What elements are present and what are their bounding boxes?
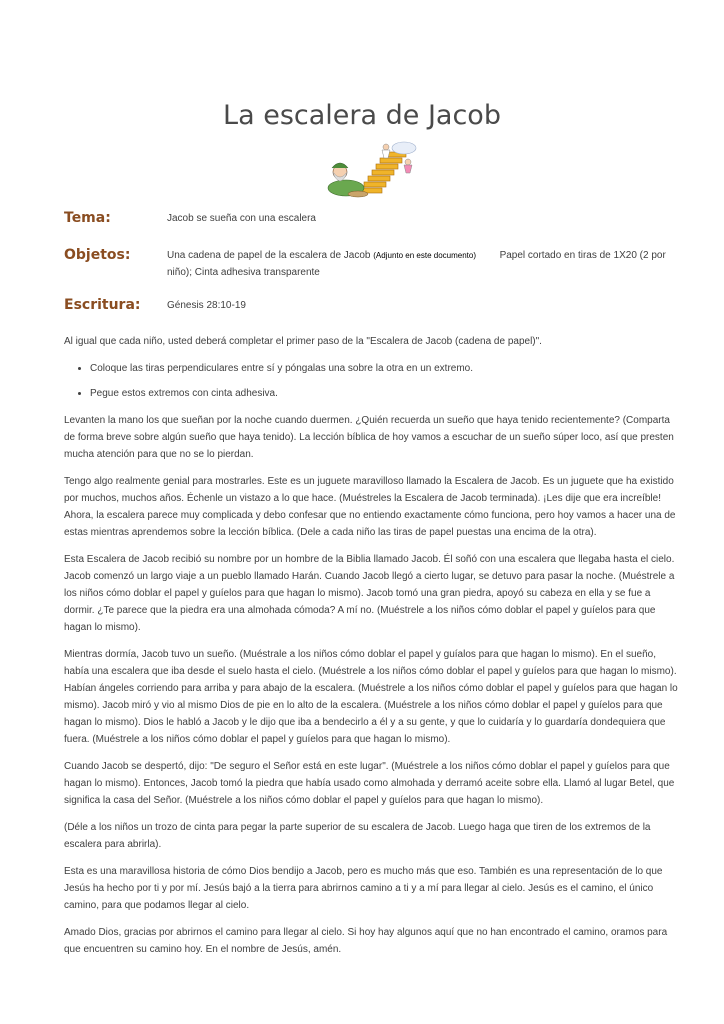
objetos-note: (Adjunto en este documento) xyxy=(373,251,476,260)
paragraph: Cuando Jacob se despertó, dijo: "De seguro el Señor está en este lugar". (Muéstrele a los niños cómo doblar el papel y guíelos para que hagan lo mismo). Entonces, Jacob tomó la piedra que había usado como almohada y derramó aceite sobre ella. Llamó al lugar Betel, que significa la casa del Señor. (Muéstrele a los niños cómo doblar el papel y guíelos para que hagan lo mismo). xyxy=(64,761,675,806)
intro-paragraph: Al igual que cada niño, usted deberá completar el primer paso de la "Escalera de Jacob (cadena de papel)". xyxy=(64,336,542,347)
paragraph: Levanten la mano los que sueñan por la noche cuando duermen. ¿Quién recuerda un sueño que haya tenido recientemente? (Comparta de forma breve sobre algún sueño que haya tenido). La lección bíblica de hoy vamos a escuchar de un sueño súper loco, así que presten mucha atención para que no se lo pierdan. xyxy=(64,415,674,460)
escritura-label: Escritura: xyxy=(64,297,141,313)
paragraph: (Déle a los niños un trozo de cinta para pegar la parte superior de su escalera de Jacob. Luego haga que tiren de los extremos de la escalera para abrirla). xyxy=(64,822,651,850)
instruction-list xyxy=(64,360,682,402)
jacob-ladder-illustration xyxy=(324,138,420,200)
paragraph: Amado Dios, gracias por abrirnos el camino para llegar al cielo. Si hoy hay algunos aquí que no han encontrado el camino, oramos para que encuentren su camino hoy. En el nombre de Jesús, amén. xyxy=(64,927,668,955)
tema-label: Tema: xyxy=(64,210,111,226)
objetos-label: Objetos: xyxy=(64,247,131,263)
list-item: • Pegue estos extremos con cinta adhesiva. xyxy=(90,385,682,402)
objetos-value xyxy=(167,247,687,281)
objetos-value-a: Una cadena de papel de la escalera de Jacob xyxy=(167,250,371,261)
paragraph: Esta es una maravillosa historia de cómo Dios bendijo a Jacob, pero es mucho más que eso. También es una representación de lo que Jesús ha hecho por ti y por mí. Jesús bajó a la tierra para abrirnos camino a ti y a mí para llegar al cielo. Jesús es el camino, el único camino, para que podamos llegar al cielo. xyxy=(64,866,663,911)
tema-value: Jacob se sueña con una escalera xyxy=(167,213,316,224)
paragraph: Esta Escalera de Jacob recibió su nombre por un hombre de la Biblia llamado Jacob. Él soñó con una escalera que llegaba hasta el cielo. Jacob comenzó un largo viaje a un pueblo llamado Harán. Cuando Jacob llegó a cierto lugar, se detuvo para pasar la noche. (Muéstrele a los niños cómo doblar el papel y guíelos para que hagan lo mismo). Jacob tomó una gran piedra, apoyó su cabeza en ella y se fue a dormir. ¿Te parece que la piedra era una almohada cómoda? A mí no. (Muéstrele a los niños cómo doblar el papel y guíelos para que hagan lo mismo). xyxy=(64,554,675,633)
page-title: La escalera de Jacob xyxy=(223,100,501,131)
objetos-value-b: Papel cortado en tiras de 1X20 (2 por niño); Cinta adhesiva transparente xyxy=(167,250,666,278)
paragraph: Mientras dormía, Jacob tuvo un sueño. (Muéstrale a los niños cómo doblar el papel y guíalos para que hagan lo mismo). En el sueño, había una escalera que iba desde el suelo hasta el cielo. (Muéstrele a los niños cómo doblar el papel y guíelos para que hagan lo mismo). Habían ángeles corriendo para arriba y para abajo de la escalera. (Muéstrele a los niños cómo doblar el papel y guíelos para que hagan lo mismo). Jacob miró y vio al mismo Dios de pie en lo alto de la escalera. (Muéstrele a los niños cómo doblar el papel y guíelos para que hagan lo mismo). Dios le habló a Jacob y le dijo que iba a bendecirlo a él y a su gente, y que lo cuidaría y lo guardaría dondequiera que fuera. (Muéstrele a los niños cómo doblar el papel y guíelos para que hagan lo mismo). xyxy=(64,649,678,745)
paragraph: Tengo algo realmente genial para mostrarles. Este es un juguete maravilloso llamado la Escalera de Jacob. Es un juguete que ha existido por muchos, muchos años. Échenle un vistazo a lo que hace. (Muéstreles la Escalera de Jacob terminada). ¡Les dije que era increíble! Ahora, la escalera parece muy complicada y debo confesar que no entiendo exactamente cómo funciona, pero hoy vamos a hacer una de estas mientras aprendemos sobre la lección bíblica. (Dele a cada niño las tiras de papel puestas una encima de la otra). xyxy=(64,476,676,538)
list-item: • Coloque las tiras perpendiculares entre sí y póngalas una sobre la otra en un extremo. xyxy=(90,360,682,377)
lesson-body xyxy=(64,333,682,968)
escritura-value: Génesis 28:10-19 xyxy=(167,300,246,311)
ladder-steps xyxy=(360,152,406,193)
